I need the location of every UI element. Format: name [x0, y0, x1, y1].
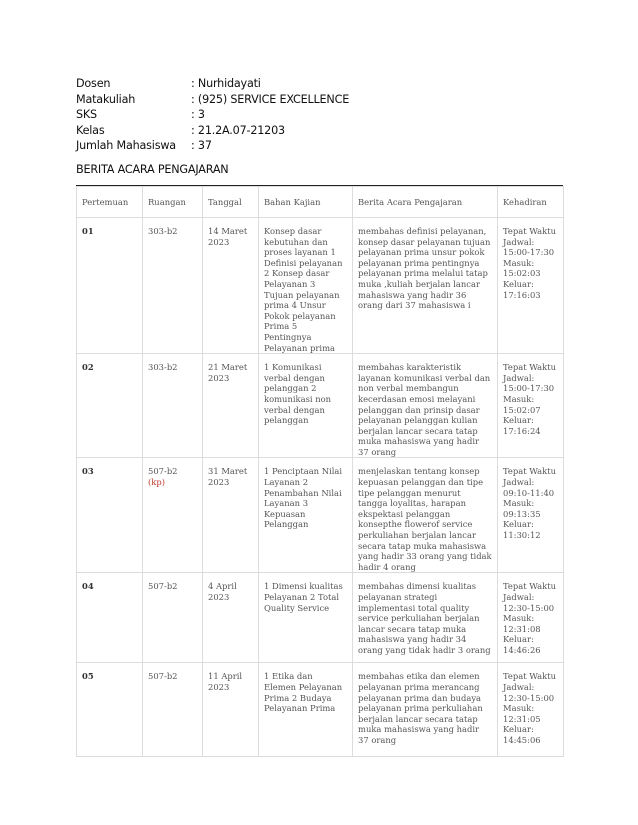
info-value: : 3	[191, 108, 205, 122]
cell-ruangan	[143, 458, 203, 573]
info-label: Matakuliah	[76, 92, 136, 106]
kehadiran-keluar-label: Keluar:	[503, 634, 534, 645]
kehadiran-masuk-value: 15:02:07	[503, 404, 541, 415]
cell-ruangan	[143, 663, 203, 757]
table-row	[77, 218, 564, 354]
table-row	[77, 573, 564, 663]
info-row-sks	[76, 107, 349, 123]
table-header-row	[77, 187, 564, 218]
kehadiran-keluar-value: 14:45:06	[503, 735, 541, 746]
kehadiran-jadwal-label: Jadwal:	[503, 682, 535, 693]
info-row-kelas	[76, 123, 349, 139]
cell-pertemuan: 05	[77, 663, 143, 757]
info-value: : (925) SERVICE EXCELLENCE	[191, 92, 350, 106]
info-label: Jumlah Mahasiswa	[76, 139, 176, 153]
kehadiran-jadwal-value: 09:10-11:40	[503, 487, 555, 498]
info-label: Kelas	[76, 123, 105, 137]
cell-pertemuan: 03	[77, 458, 143, 573]
kehadiran-keluar-value: 11:30:12	[503, 530, 541, 541]
cell-berita-acara: membahas dimensi kualitas pelayanan strategi implementasi total quality service perkuliahan berjalan lancar secara tatap muka mahasiswa yang hadir 34 orang yang tidak hadir 3 orang	[353, 573, 498, 663]
cell-bahan-kajian: 1 Penciptaan Nilai Layanan 2 Penambahan Nilai Layanan 3 Kepuasan Pelanggan	[259, 458, 353, 573]
cell-kehadiran	[498, 458, 564, 573]
cell-berita-acara: membahas karakteristik layanan komunikasi verbal dan non verbal membangun kecerdasan emosi melayani pelanggan dan prinsip dasar pelayanan pelanggan kulian berjalan lancar secara tatap muka mahasiswa yang hadir 37 orang	[353, 354, 498, 458]
kehadiran-keluar-label: Keluar:	[503, 415, 534, 426]
kehadiran-jadwal-value: 15:00-17:30	[503, 247, 555, 258]
cell-tanggal: 11 April 2023	[203, 663, 259, 757]
cell-kehadiran	[498, 573, 564, 663]
ruangan-value: 303-b2	[148, 226, 178, 236]
cell-bahan-kajian: Konsep dasar kebutuhan dan proses layanan 1 Definisi pelayanan 2 Konsep dasar Pelayanan 3 Tujuan pelayanan prima 4 Unsur Pokok pelayanan Prima 5 Pentingnya Pelayanan prima	[259, 218, 353, 354]
header-berita-acara: Berita Acara Pengajaran	[353, 187, 498, 218]
cell-pertemuan: 04	[77, 573, 143, 663]
header-pertemuan: Pertemuan	[77, 187, 143, 218]
cell-tanggal: 4 April 2023	[203, 573, 259, 663]
cell-ruangan	[143, 573, 203, 663]
kehadiran-status: Tepat Waktu	[503, 362, 556, 373]
cell-pertemuan: 01	[77, 218, 143, 354]
info-row-dosen	[76, 76, 349, 92]
cell-kehadiran	[498, 218, 564, 354]
table-row	[77, 354, 564, 458]
cell-tanggal: 21 Maret 2023	[203, 354, 259, 458]
table-row	[77, 663, 564, 757]
ruangan-value: 507-b2	[148, 466, 178, 477]
info-label: SKS	[76, 108, 97, 122]
info-value: : 21.2A.07-21203	[191, 123, 285, 137]
cell-bahan-kajian: 1 Etika dan Elemen Pelayanan Prima 2 Budaya Pelayanan Prima	[259, 663, 353, 757]
table-row	[77, 458, 564, 573]
cell-berita-acara: membahas etika dan elemen pelayanan prima merancang pelayanan prima dan budaya pelayanan prima perkuliahan berjalan lancar secara tatap muka mahasiswa yang hadir 37 orang	[353, 663, 498, 757]
course-info	[76, 76, 349, 154]
kehadiran-jadwal-value: 12:30-15:00	[503, 602, 555, 613]
teaching-log-table	[76, 186, 564, 757]
cell-bahan-kajian: 1 Komunikasi verbal dengan pelanggan 2 komunikasi non verbal dengan pelanggan	[259, 354, 353, 458]
kehadiran-keluar-value: 14:46:26	[503, 645, 541, 656]
kehadiran-keluar-value: 17:16:24	[503, 425, 541, 436]
cell-tanggal: 14 Maret 2023	[203, 218, 259, 354]
kehadiran-jadwal-label: Jadwal:	[503, 477, 535, 488]
cell-ruangan	[143, 354, 203, 458]
cell-tanggal: 31 Maret 2023	[203, 458, 259, 573]
kehadiran-masuk-label: Masuk:	[503, 498, 535, 509]
header-tanggal: Tanggal	[203, 187, 259, 218]
kehadiran-status: Tepat Waktu	[503, 671, 556, 682]
cell-kehadiran	[498, 354, 564, 458]
kehadiran-status: Tepat Waktu	[503, 581, 556, 592]
kehadiran-masuk-value: 12:31:08	[503, 623, 541, 634]
kehadiran-masuk-value: 15:02:03	[503, 268, 541, 279]
kehadiran-masuk-value: 12:31:05	[503, 713, 541, 724]
ruangan-kp-tag: (kp)	[148, 477, 165, 488]
info-row-matakuliah	[76, 92, 349, 108]
cell-bahan-kajian: 1 Dimensi kualitas Pelayanan 2 Total Quality Service	[259, 573, 353, 663]
ruangan-value: 507-b2	[148, 671, 178, 682]
kehadiran-keluar-label: Keluar:	[503, 724, 534, 735]
kehadiran-jadwal-value: 12:30-15:00	[503, 692, 555, 703]
kehadiran-status: Tepat Waktu	[503, 226, 556, 236]
info-value: : Nurhidayati	[191, 77, 261, 90]
ruangan-value: 303-b2	[148, 362, 178, 373]
kehadiran-masuk-label: Masuk:	[503, 703, 535, 714]
cell-kehadiran	[498, 663, 564, 757]
kehadiran-keluar-label: Keluar:	[503, 519, 534, 530]
kehadiran-keluar-label: Keluar:	[503, 278, 534, 289]
kehadiran-jadwal-value: 15:00-17:30	[503, 383, 555, 394]
kehadiran-jadwal-label: Jadwal:	[503, 372, 535, 383]
kehadiran-masuk-label: Masuk:	[503, 613, 535, 624]
info-label: Dosen	[76, 77, 111, 90]
info-value: : 37	[191, 139, 212, 153]
kehadiran-jadwal-label: Jadwal:	[503, 592, 535, 603]
ruangan-value: 507-b2	[148, 581, 178, 592]
cell-berita-acara: membahas definisi pelayanan, konsep dasar pelayanan tujuan pelayanan prima unsur pokok pelayanan prima pentingnya pelayanan prima melalui tatap muka ,kuliah berjalan lancar mahasiswa yang hadir 36 orang dari 37 mahasiswa i	[353, 218, 498, 354]
header-kehadiran: Kehadiran	[498, 187, 564, 218]
cell-ruangan	[143, 218, 203, 354]
kehadiran-masuk-value: 09:13:35	[503, 508, 541, 519]
header-bahan-kajian: Bahan Kajian	[259, 187, 353, 218]
kehadiran-status: Tepat Waktu	[503, 466, 556, 477]
cell-pertemuan: 02	[77, 354, 143, 458]
kehadiran-jadwal-label: Jadwal:	[503, 236, 535, 247]
header-ruangan: Ruangan	[143, 187, 203, 218]
info-row-jumlah-mahasiswa	[76, 138, 349, 154]
kehadiran-masuk-label: Masuk:	[503, 257, 535, 268]
cell-berita-acara: menjelaskan tentang konsep kepuasan pelanggan dan tipe tipe pelanggan menurut tangga loyalitas, harapan ekspektasi pelanggan konsepthe flowerof service perkuliahan berjalan lancar secara tatap muka mahasiswa yang hadir 33 orang yang tidak hadir 4 orang	[353, 458, 498, 573]
section-title: BERITA ACARA PENGAJARAN	[76, 163, 229, 176]
kehadiran-keluar-value: 17:16:03	[503, 289, 541, 300]
kehadiran-masuk-label: Masuk:	[503, 393, 535, 404]
